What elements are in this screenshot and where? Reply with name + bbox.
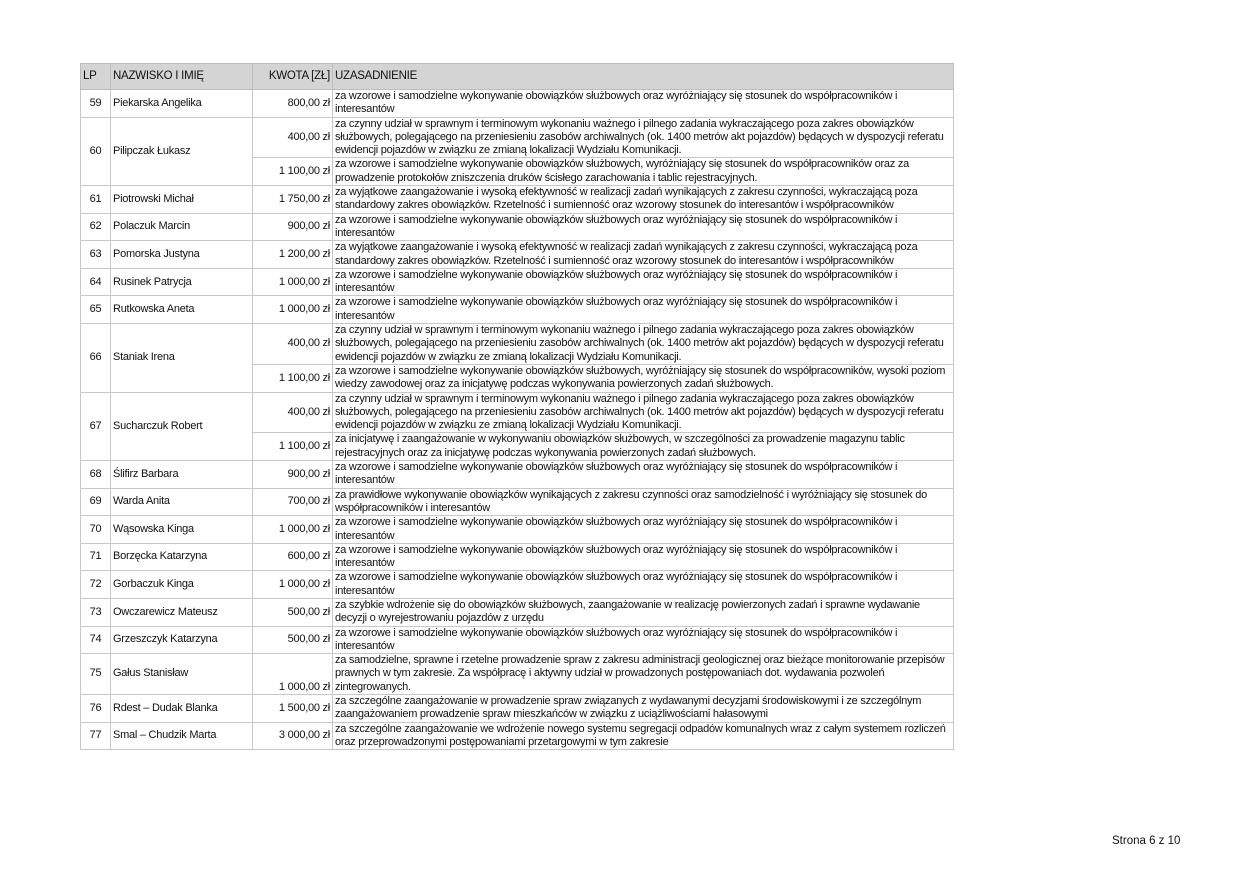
name-cell: Pomorska Justyna xyxy=(111,241,253,269)
amount-cell: 1 000,00 zł xyxy=(253,571,333,599)
lp-cell: 62 xyxy=(81,213,111,241)
name-cell: Piotrowski Michał xyxy=(111,186,253,214)
amount-cell: 1 750,00 zł xyxy=(253,186,333,214)
table-row xyxy=(81,392,954,433)
amount-cell: 400,00 zł xyxy=(253,392,333,433)
amount-cell: 900,00 zł xyxy=(253,461,333,489)
lp-cell: 72 xyxy=(81,571,111,599)
table-row xyxy=(81,722,954,750)
lp-cell: 71 xyxy=(81,543,111,571)
reason-cell: za wzorowe i samodzielne wykonywanie obowiązków służbowych oraz wyróżniający się stosunek do współpracowników i interesantów xyxy=(333,213,954,241)
table-row xyxy=(81,571,954,599)
name-cell: Gałus Stanisław xyxy=(111,654,253,695)
reason-cell: za prawidłowe wykonywanie obowiązków wynikających z zakresu czynności oraz samodzielność i wyróżniający się stosunek do współpracowników i interesantów xyxy=(333,488,954,516)
table-row xyxy=(81,488,954,516)
reason-cell: za inicjatywę i zaangażowanie w wykonywaniu obowiązków służbowych, w szczególności za prowadzenie magazynu tablic rejestracyjnych oraz za inicjatywę podczas wykonywania powierzonych zadań służbowych. xyxy=(333,433,954,461)
reason-cell: za czynny udział w sprawnym i terminowym wykonaniu ważnego i pilnego zadania wykraczającego poza zakres obowiązków służbowych, polegającego na przeniesieniu zasobów archiwalnych (ok. 1400 metrów akt pojazdów) będących w dyspozycji referatu ewidencji pojazdów w związku ze zmianą lokalizacji Wydziału Komunikacji. xyxy=(333,392,954,433)
table-row xyxy=(81,461,954,489)
name-cell: Gorbaczuk Kinga xyxy=(111,571,253,599)
lp-cell: 69 xyxy=(81,488,111,516)
amount-cell: 1 000,00 zł xyxy=(253,516,333,544)
lp-cell: 74 xyxy=(81,626,111,654)
reason-cell: za wzorowe i samodzielne wykonywanie obowiązków służbowych oraz wyróżniający się stosunek do współpracowników i interesantów xyxy=(333,543,954,571)
reason-cell: za wzorowe i samodzielne wykonywanie obowiązków służbowych oraz wyróżniający się stosunek do współpracowników i interesantów xyxy=(333,571,954,599)
table-row xyxy=(81,90,954,118)
reason-cell: za wzorowe i samodzielne wykonywanie obowiązków służbowych, wyróżniający się stosunek do współpracowników oraz za prowadzenie protokołów zniszczenia druków ścisłego zarachowania i tablic rejestracyjnych. xyxy=(333,158,954,186)
table-row xyxy=(81,598,954,626)
reason-cell: za wzorowe i samodzielne wykonywanie obowiązków służbowych oraz wyróżniający się stosunek do współpracowników i interesantów xyxy=(333,296,954,324)
name-cell: Wąsowska Kinga xyxy=(111,516,253,544)
table-row xyxy=(81,695,954,723)
table-row xyxy=(81,268,954,296)
reason-cell: za szczególne zaangażowanie we wdrożenie nowego systemu segregacji odpadów komunalnych wraz z całym systemem rozliczeń oraz przeprowadzonymi postępowaniami przetargowymi w tym zakresie xyxy=(333,722,954,750)
table-row xyxy=(81,117,954,158)
header-lp: LP xyxy=(81,64,111,90)
name-cell: Piekarska Angelika xyxy=(111,90,253,118)
table-row xyxy=(81,654,954,695)
table-row xyxy=(81,296,954,324)
lp-cell: 68 xyxy=(81,461,111,489)
name-cell: Staniak Irena xyxy=(111,324,253,392)
name-cell: Owczarewicz Mateusz xyxy=(111,598,253,626)
reason-cell: za wyjątkowe zaangażowanie i wysoką efektywność w realizacji zadań wynikających z zakresu czynności, wykraczającą poza standardowy zakres obowiązków. Rzetelność i sumienność oraz wzorowy stosunek do interesantów i współpracowników xyxy=(333,186,954,214)
lp-cell: 63 xyxy=(81,241,111,269)
lp-cell: 65 xyxy=(81,296,111,324)
reason-cell: za wyjątkowe zaangażowanie i wysoką efektywność w realizacji zadań wynikających z zakresu czynności, wykraczającą poza standardowy zakres obowiązków. Rzetelność i sumienność oraz wzorowy stosunek do interesantów i współpracowników xyxy=(333,241,954,269)
reason-cell: za wzorowe i samodzielne wykonywanie obowiązków służbowych oraz wyróżniający się stosunek do współpracowników i interesantów xyxy=(333,90,954,118)
amount-cell: 1 100,00 zł xyxy=(253,433,333,461)
lp-cell: 61 xyxy=(81,186,111,214)
reason-cell: za szczególne zaangażowanie w prowadzenie spraw związanych z wydawanymi decyzjami środowiskowymi i ze szczególnym zaangażowaniem prowadzenie spraw mieszkańców w związku z uciążliwościami hałasowymi xyxy=(333,695,954,723)
amount-cell: 1 100,00 zł xyxy=(253,158,333,186)
amount-cell: 400,00 zł xyxy=(253,117,333,158)
name-cell: Rdest – Dudak Blanka xyxy=(111,695,253,723)
amount-cell: 500,00 zł xyxy=(253,626,333,654)
table-row xyxy=(81,543,954,571)
header-name: NAZWISKO I IMIĘ xyxy=(111,64,253,90)
page-number: Strona 6 z 10 xyxy=(1112,835,1181,847)
amount-cell: 1 200,00 zł xyxy=(253,241,333,269)
awards-table xyxy=(80,63,954,750)
table-row xyxy=(81,626,954,654)
reason-cell: za szybkie wdrożenie się do obowiązków służbowych, zaangażowanie w realizację powierzonych zadań i sprawne wydawanie decyzji o wyrejestrowaniu pojazdów z urzędu xyxy=(333,598,954,626)
amount-cell: 400,00 zł xyxy=(253,324,333,365)
header-amount: KWOTA [ZŁ] xyxy=(253,64,333,90)
name-cell: Rutkowska Aneta xyxy=(111,296,253,324)
header-reason: UZASADNIENIE xyxy=(333,64,954,90)
lp-cell: 59 xyxy=(81,90,111,118)
reason-cell: za wzorowe i samodzielne wykonywanie obowiązków służbowych, wyróżniający się stosunek do współpracowników, wysoki poziom wiedzy zawodowej oraz za inicjatywę podczas wykonywania powierzonych zadań służbowych. xyxy=(333,364,954,392)
reason-cell: za samodzielne, sprawne i rzetelne prowadzenie spraw z zakresu administracji geologicznej oraz bieżące monitorowanie przepisów prawnych w tym zakresie. Za współpracę i aktywny udział w prowadzonych postępowaniach dot. wydawania pozwoleń zintegrowanych. xyxy=(333,654,954,695)
lp-cell: 77 xyxy=(81,722,111,750)
lp-cell: 67 xyxy=(81,392,111,460)
amount-cell: 1 100,00 zł xyxy=(253,364,333,392)
amount-cell: 1 000,00 zł xyxy=(253,268,333,296)
reason-cell: za wzorowe i samodzielne wykonywanie obowiązków służbowych oraz wyróżniający się stosunek do współpracowników i interesantów xyxy=(333,268,954,296)
name-cell: Borzęcka Katarzyna xyxy=(111,543,253,571)
amount-cell: 700,00 zł xyxy=(253,488,333,516)
lp-cell: 75 xyxy=(81,654,111,695)
table-row xyxy=(81,324,954,365)
lp-cell: 73 xyxy=(81,598,111,626)
name-cell: Polaczuk Marcin xyxy=(111,213,253,241)
name-cell: Sucharczuk Robert xyxy=(111,392,253,460)
lp-cell: 60 xyxy=(81,117,111,185)
name-cell: Warda Anita xyxy=(111,488,253,516)
reason-cell: za wzorowe i samodzielne wykonywanie obowiązków służbowych oraz wyróżniający się stosunek do współpracowników i interesantów xyxy=(333,516,954,544)
table-row xyxy=(81,516,954,544)
lp-cell: 70 xyxy=(81,516,111,544)
table-row xyxy=(81,213,954,241)
table-row xyxy=(81,241,954,269)
lp-cell: 76 xyxy=(81,695,111,723)
table-header-row xyxy=(81,64,954,90)
lp-cell: 64 xyxy=(81,268,111,296)
amount-cell: 800,00 zł xyxy=(253,90,333,118)
reason-cell: za czynny udział w sprawnym i terminowym wykonaniu ważnego i pilnego zadania wykraczającego poza zakres obowiązków służbowych, polegającego na przeniesieniu zasobów archiwalnych (ok. 1400 metrów akt pojazdów) będących w dyspozycji referatu ewidencji pojazdów w związku ze zmianą lokalizacji Wydziału Komunikacji. xyxy=(333,324,954,365)
amount-cell: 1 000,00 zł xyxy=(253,654,333,695)
reason-cell: za wzorowe i samodzielne wykonywanie obowiązków służbowych oraz wyróżniający się stosunek do współpracowników i interesantów xyxy=(333,626,954,654)
name-cell: Ślifirz Barbara xyxy=(111,461,253,489)
name-cell: Rusinek Patrycja xyxy=(111,268,253,296)
reason-cell: za czynny udział w sprawnym i terminowym wykonaniu ważnego i pilnego zadania wykraczającego poza zakres obowiązków służbowych, polegającego na przeniesieniu zasobów archiwalnych (ok. 1400 metrów akt pojazdów) będących w dyspozycji referatu ewidencji pojazdów w związku ze zmianą lokalizacji Wydziału Komunikacji. xyxy=(333,117,954,158)
lp-cell: 66 xyxy=(81,324,111,392)
amount-cell: 3 000,00 zł xyxy=(253,722,333,750)
amount-cell: 500,00 zł xyxy=(253,598,333,626)
reason-cell: za wzorowe i samodzielne wykonywanie obowiązków służbowych oraz wyróżniający się stosunek do współpracowników i interesantów xyxy=(333,461,954,489)
amount-cell: 600,00 zł xyxy=(253,543,333,571)
amount-cell: 1 500,00 zł xyxy=(253,695,333,723)
name-cell: Pilipczak Łukasz xyxy=(111,117,253,185)
table-row xyxy=(81,186,954,214)
amount-cell: 1 000,00 zł xyxy=(253,296,333,324)
amount-cell: 900,00 zł xyxy=(253,213,333,241)
name-cell: Grzeszczyk Katarzyna xyxy=(111,626,253,654)
name-cell: Smal – Chudzik Marta xyxy=(111,722,253,750)
